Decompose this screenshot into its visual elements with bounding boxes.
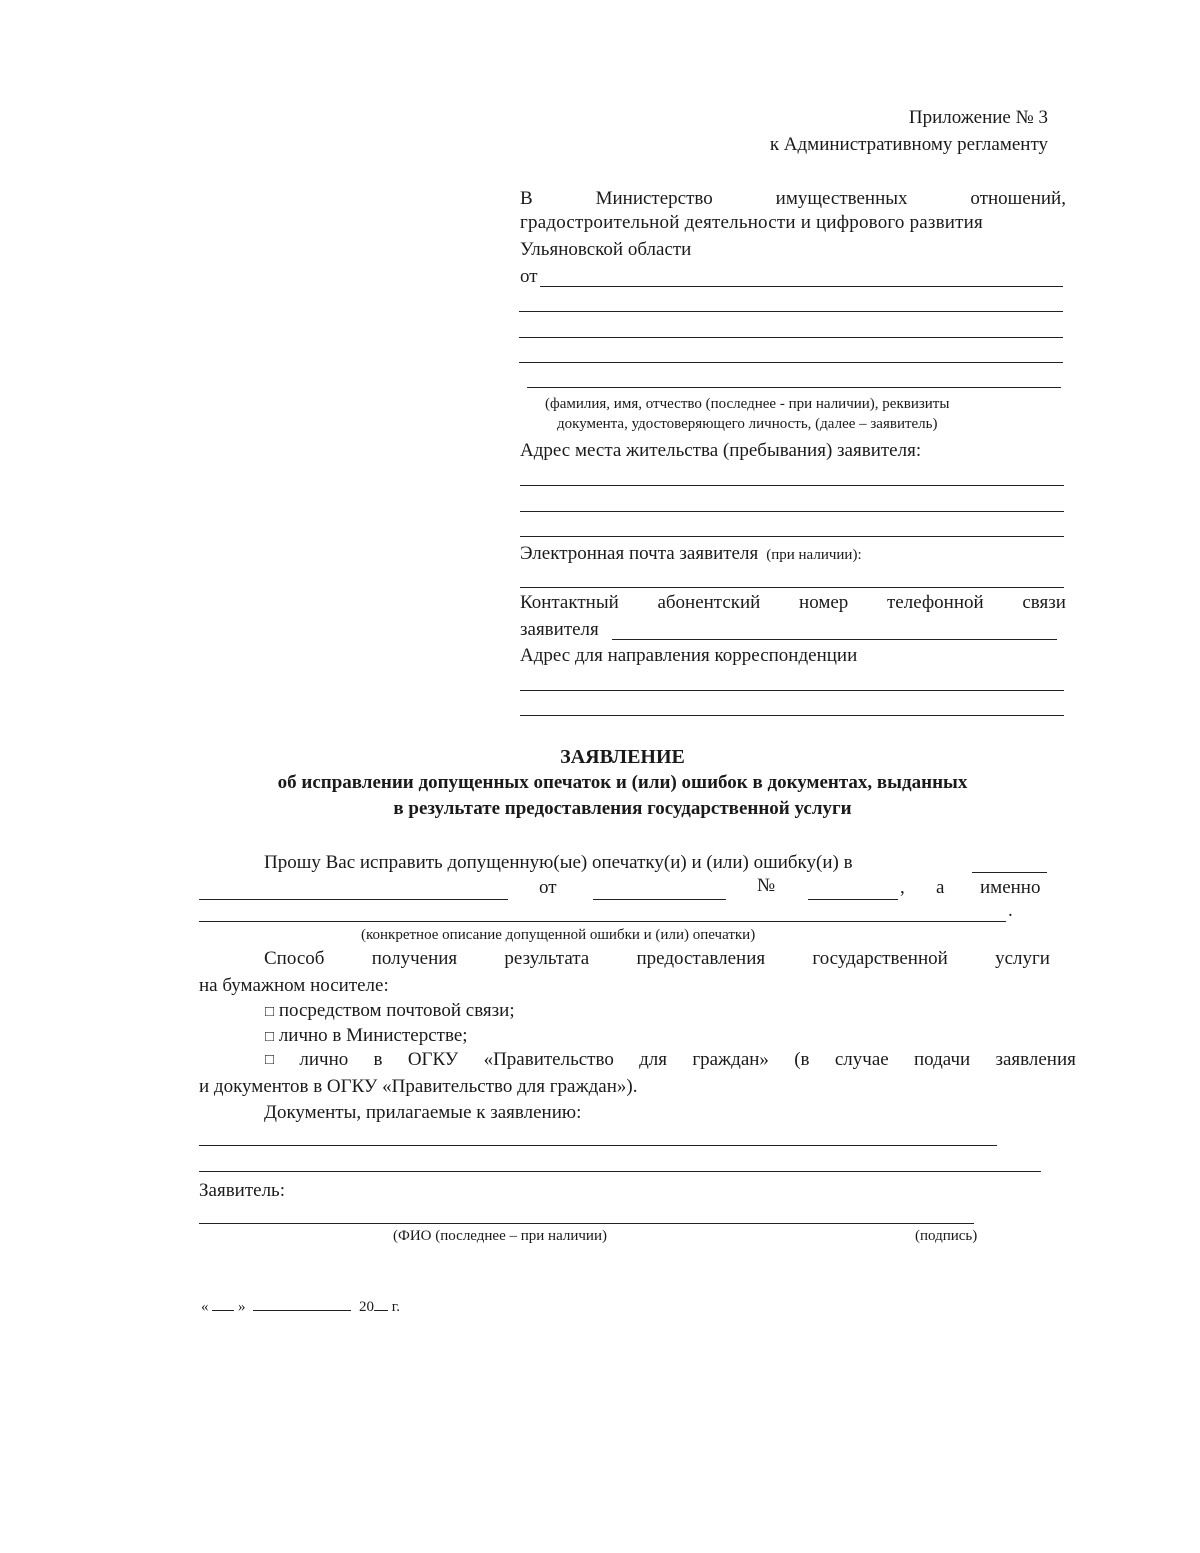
applicant-caption: (фамилия, имя, отчество (последнее - при наличии), реквизиты — [545, 396, 950, 412]
phone-label-line — [520, 592, 1066, 614]
appendix-number: Приложение № 3 — [908, 107, 1048, 128]
year-prefix: 20 — [359, 1299, 374, 1315]
option-ogku-line-2: и документов в ОГКУ «Правительство для граждан»). — [199, 1076, 638, 1097]
option-ogku-word: в — [373, 1049, 383, 1070]
option-ogku-word: лично — [299, 1049, 349, 1070]
document-title: ЗАЯВЛЕНИЕ — [560, 746, 685, 768]
applicant-caption: документа, удостоверяющего личность, (далее – заявитель) — [557, 416, 938, 432]
applicant-label: Заявитель: — [199, 1180, 285, 1201]
request-text: Прошу Вас исправить допущенную(ые) опечатку(и) и (или) ошибку(и) в — [264, 852, 853, 873]
from-blank-line[interactable] — [540, 286, 1063, 287]
phone-blank-line[interactable] — [612, 639, 1057, 640]
year-blank[interactable] — [374, 1310, 388, 1311]
fio-caption: (ФИО (последнее – при наличии) — [393, 1228, 607, 1244]
addressee-word: отношений, — [970, 188, 1066, 209]
option-ogku[interactable] — [265, 1049, 1076, 1071]
date-close-quote: » — [238, 1299, 246, 1315]
date-blank[interactable] — [593, 899, 726, 900]
option-ogku-word: граждан» — [692, 1049, 769, 1070]
option-ministry-label: лично в Министерстве; — [278, 1025, 468, 1046]
email-label: Электронная почта заявителя — [520, 543, 759, 564]
correspondence-blank-line[interactable] — [520, 715, 1064, 716]
email-note: (при наличии): — [766, 547, 862, 563]
option-ogku-word: ОГКУ — [407, 1049, 459, 1070]
documents-blank-line[interactable] — [199, 1145, 997, 1146]
applicant-blank-line[interactable] — [527, 387, 1061, 388]
option-ogku-word: заявления — [995, 1049, 1076, 1070]
addressee-line-3: Ульяновской области — [520, 239, 692, 260]
documents-label: Документы, прилагаемые к заявлению: — [264, 1102, 582, 1123]
year-suffix: г. — [391, 1299, 400, 1315]
email-blank-line[interactable] — [520, 587, 1064, 588]
document-name-blank[interactable] — [972, 872, 1047, 873]
option-ogku-word: случае — [834, 1049, 889, 1070]
signature-blank-line[interactable] — [199, 1223, 974, 1224]
number-sign: № — [757, 875, 776, 896]
method-word: услуги — [995, 948, 1050, 969]
address-blank-line[interactable] — [520, 536, 1064, 537]
month-blank[interactable] — [253, 1310, 351, 1311]
method-word: результата — [504, 948, 590, 969]
phone-word: Контактный — [520, 592, 619, 613]
document-subtitle: об исправлении допущенных опечаток и (или) ошибок в документах, выданных — [277, 772, 968, 793]
address-label: Адрес места жительства (пребывания) заявителя: — [520, 440, 922, 461]
address-blank-line[interactable] — [520, 485, 1064, 486]
option-post[interactable] — [265, 1000, 515, 1022]
addressee-line-1 — [520, 188, 1066, 210]
date-line — [201, 1299, 400, 1316]
comma: , — [900, 877, 905, 898]
option-ogku-word: для — [639, 1049, 668, 1070]
number-blank[interactable] — [808, 899, 898, 900]
addressee-word: имущественных — [775, 188, 908, 209]
period: . — [1008, 900, 1013, 921]
sign-caption: (подпись) — [915, 1228, 978, 1244]
from-word: от — [539, 877, 557, 898]
addressee-word: В — [520, 188, 533, 209]
documents-blank-line[interactable] — [199, 1171, 1041, 1172]
email-label-row — [520, 543, 862, 565]
option-post-label: посредством почтовой связи; — [278, 1000, 515, 1021]
checkbox-icon[interactable]: □ — [265, 1029, 275, 1045]
method-word: получения — [371, 948, 458, 969]
method-line-1 — [264, 948, 1050, 970]
namely-word: именно — [980, 877, 1041, 898]
method-word: предоставления — [636, 948, 766, 969]
address-blank-line[interactable] — [520, 511, 1064, 512]
appendix-subtitle: к Административному регламенту — [769, 134, 1048, 155]
addressee-line-2: градостроительной деятельности и цифрового развития — [520, 212, 983, 233]
description-caption: (конкретное описание допущенной ошибки и (или) опечатки) — [361, 927, 756, 943]
applicant-blank-line[interactable] — [519, 311, 1063, 312]
correspondence-blank-line[interactable] — [520, 690, 1064, 691]
option-ogku-word: подачи — [913, 1049, 971, 1070]
phone-word: связи — [1022, 592, 1066, 613]
from-label: от — [520, 266, 538, 287]
a-word: а — [936, 877, 945, 898]
option-ogku-word: (в — [794, 1049, 810, 1070]
method-word: государственной — [812, 948, 948, 969]
phone-label-end: заявителя — [520, 619, 599, 640]
option-ministry[interactable] — [265, 1025, 468, 1047]
applicant-blank-line[interactable] — [519, 362, 1063, 363]
document-name-blank[interactable] — [199, 899, 508, 900]
phone-word: телефонной — [886, 592, 984, 613]
method-line-2: на бумажном носителе: — [199, 975, 389, 996]
method-word: Способ — [264, 948, 325, 969]
checkbox-icon[interactable]: □ — [265, 1004, 275, 1020]
option-ogku-word: «Правительство — [483, 1049, 614, 1070]
date-open-quote: « — [201, 1299, 209, 1315]
checkbox-icon[interactable]: □ — [265, 1052, 275, 1068]
addressee-word: Министерство — [595, 188, 713, 209]
description-blank-line[interactable] — [199, 921, 1006, 922]
phone-word: номер — [799, 592, 849, 613]
applicant-blank-line[interactable] — [519, 337, 1063, 338]
document-subtitle: в результате предоставления государственной услуги — [393, 798, 852, 819]
correspondence-label: Адрес для направления корреспонденции — [520, 645, 858, 666]
phone-word: абонентский — [657, 592, 761, 613]
day-blank[interactable] — [212, 1310, 234, 1311]
